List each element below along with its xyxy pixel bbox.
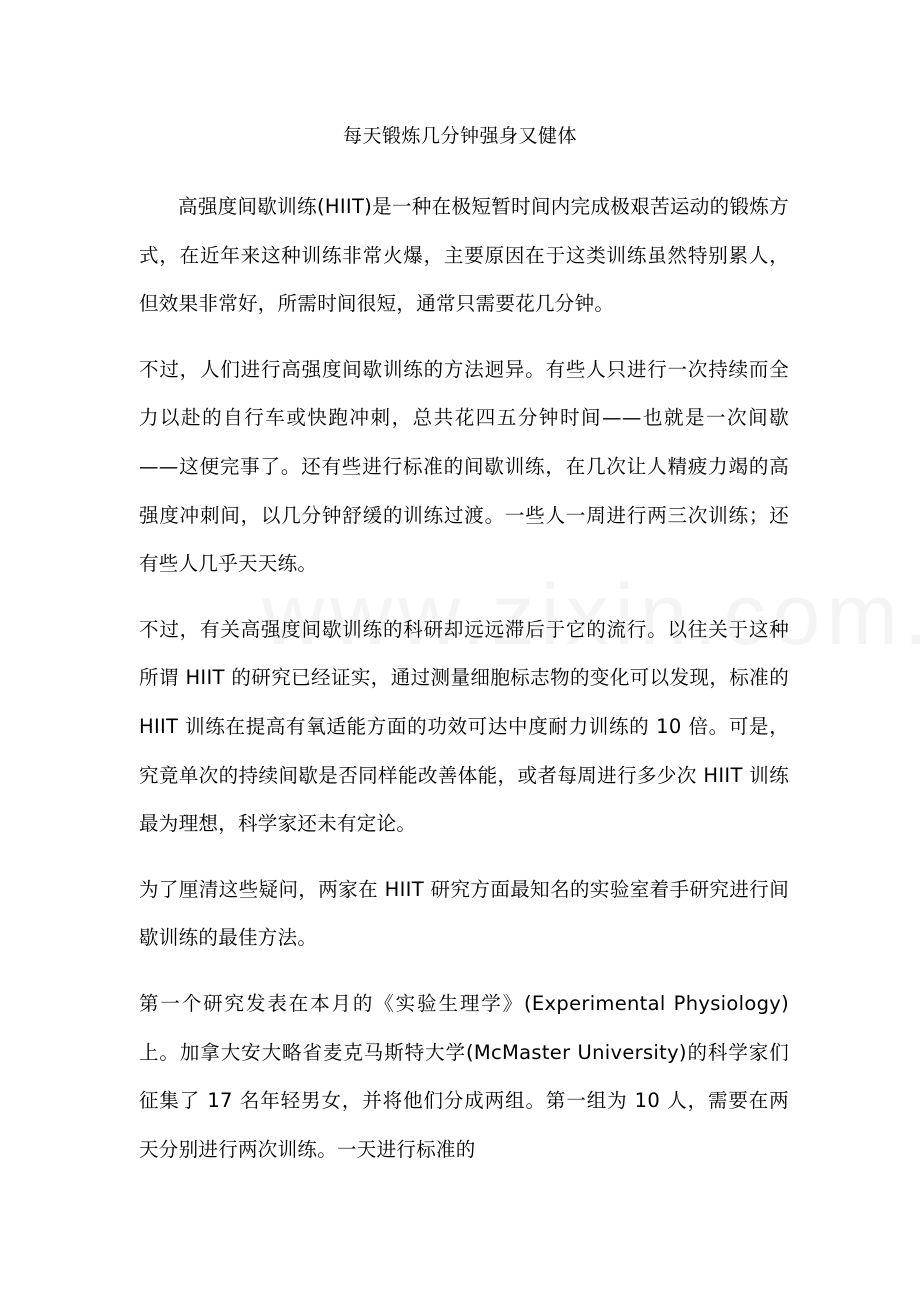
document-body bbox=[139, 183, 789, 1174]
paragraph-first-study: 第一个研究发表在本月的《实验生理学》(Experimental Physiology)上。加拿大安大略省麦克马斯特大学(McMaster University)的科学家们征集了 17 名年轻男女，并将他们分成两组。第一组为 10 人，需要在两天分别进行两次训练。一天进行标准的 bbox=[139, 991, 789, 1161]
paragraph-research: 不过，有关高强度间歇训练的科研却远远滞后于它的流行。以往关于这种所谓 HIIT 的研究已经证实，通过测量细胞标志物的变化可以发现，标准的 HIIT 训练在提高有氧适能方面的功效可达中度耐力训练的 10 倍。可是，究竟单次的持续间歇是否同样能改善体能，或者每周进行多少次 HIIT 训练最为理想，科学家还未有定论。 bbox=[139, 617, 789, 836]
paragraph-question: 为了厘清这些疑问，两家在 HIIT 研究方面最知名的实验室着手研究进行间歇训练的最佳方法。 bbox=[139, 877, 789, 950]
paragraph-methods: 不过，人们进行高强度间歇训练的方法迥异。有些人只进行一次持续而全力以赴的自行车或快跑冲刺，总共花四五分钟时间——也就是一次间歇——这便完事了。还有些进行标准的间歇训练，在几次让人精疲力竭的高强度冲刺间，以几分钟舒缓的训练过渡。一些人一周进行两三次训练；还有些人几乎天天练。 bbox=[139, 357, 789, 576]
document-title: 每天锻炼几分钟强身又健体 bbox=[342, 125, 577, 147]
paragraph-intro: 高强度间歇训练(HIIT)是一种在极短暂时间内完成极艰苦运动的锻炼方式，在近年来这种训练非常火爆，主要原因在于这类训练虽然特别累人，但效果非常好，所需时间很短，通常只需要花几分钟。 bbox=[139, 195, 789, 316]
